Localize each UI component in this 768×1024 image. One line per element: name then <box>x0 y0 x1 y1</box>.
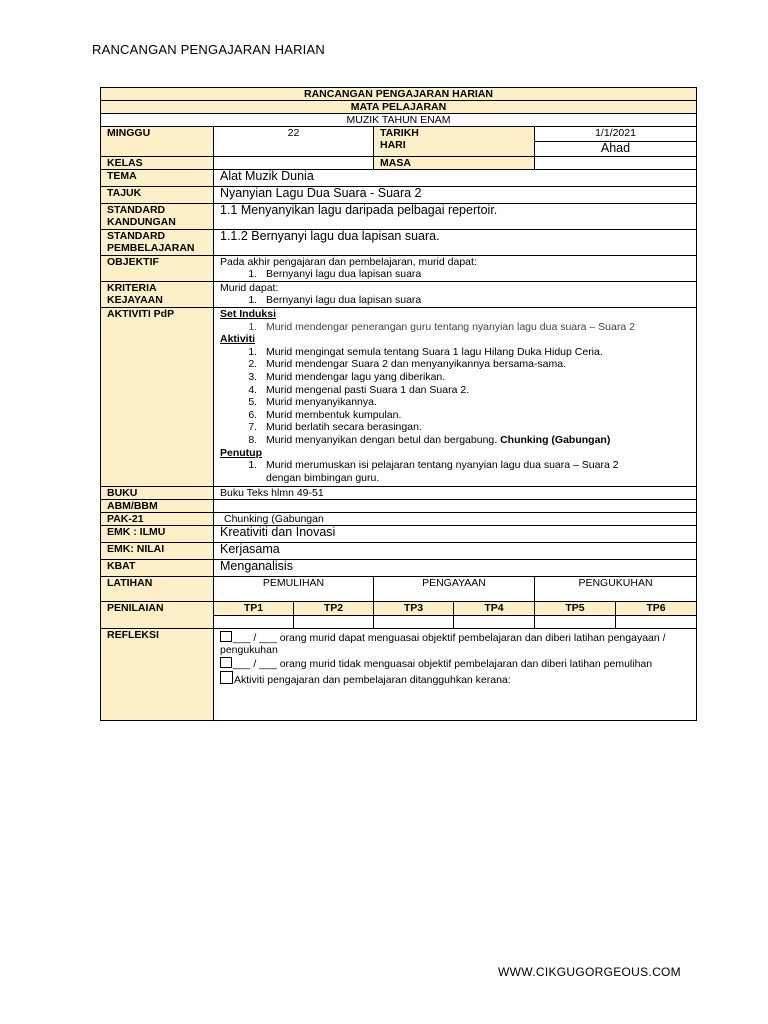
sp-label-line1: STANDARD <box>107 230 166 242</box>
kriteria-kejayaan-value <box>214 282 697 308</box>
objektif-item: 1. Bernyanyi lagu dua lapisan suara <box>260 268 690 280</box>
buku-label: BUKU <box>101 487 214 500</box>
kbat-value: Menganalisis <box>214 560 697 577</box>
tp2-cell <box>294 616 374 629</box>
refleksi-3-text: Aktiviti pengajaran dan pembelajaran ditangguhkan kerana: <box>234 674 511 686</box>
buku-value: Buku Teks hlmn 49-51 <box>214 487 697 500</box>
hari-value: Ahad <box>535 142 697 157</box>
tema-value: Alat Muzik Dunia <box>214 170 697 187</box>
emk-nilai-label: EMK: NILAI <box>101 543 214 560</box>
aktiviti-item: 1. Murid mengingat semula tentang Suara 1 lagu Hilang Duka Hidup Ceria. <box>260 346 690 359</box>
tema-label: TEMA <box>101 170 214 187</box>
refleksi-2-text: ___ / ___ orang murid tidak menguasai objektif pembelajaran dan diberi latihan pemulihan <box>233 658 653 670</box>
tarikh-value: 1/1/2021 <box>535 127 697 142</box>
latihan-pemulihan: PEMULIHAN <box>214 577 374 602</box>
tp4-cell <box>454 616 535 629</box>
aktiviti-label: AKTIVITI PdP <box>101 308 214 487</box>
tp5-header: TP5 <box>535 602 616 616</box>
refleksi-line-1 <box>220 631 690 656</box>
tarikh-label: TARIKH <box>380 127 419 139</box>
set-induksi-heading: Set Induksi <box>220 308 277 320</box>
refleksi-label: REFLEKSI <box>101 629 214 721</box>
latihan-label: LATIHAN <box>101 577 214 602</box>
lesson-plan-table <box>100 87 697 721</box>
objektif-intro: Pada akhir pengajaran dan pembelajaran, murid dapat: <box>220 256 477 268</box>
kelas-label: KELAS <box>101 157 214 170</box>
page-footer: WWW.CIKGUGORGEOUS.COM <box>498 965 681 979</box>
aktiviti-item: 2. Murid mendengar Suara 2 dan menyanyikannya bersama-sama. <box>260 358 690 371</box>
refleksi-line-3 <box>220 671 690 686</box>
aktiviti-heading: Aktiviti <box>220 333 256 346</box>
tp6-header: TP6 <box>616 602 697 616</box>
minggu-value: 22 <box>214 127 374 157</box>
minggu-label: MINGGU <box>101 127 214 157</box>
kk-label-line1: KRITERIA <box>107 282 157 294</box>
kk-intro: Murid dapat: <box>220 282 279 294</box>
masa-value <box>535 157 697 170</box>
standard-pembelajaran-value: 1.1.2 Bernyanyi lagu dua lapisan suara. <box>214 230 697 256</box>
aktiviti-item: 5. Murid menyanyikannya. <box>260 396 690 409</box>
aktiviti-item: 3. Murid mendengar lagu yang diberikan. <box>260 371 690 384</box>
sk-label-line1: STANDARD <box>107 204 166 216</box>
standard-kandungan-label <box>101 204 214 230</box>
table-title: RANCANGAN PENGAJARAN HARIAN <box>101 88 697 101</box>
aktiviti-item: 4. Murid mengenal pasti Suara 1 dan Suara 2. <box>260 384 690 397</box>
aktiviti-item: 7. Murid berlatih secara berasingan. <box>260 421 690 434</box>
emk-ilmu-label: EMK : ILMU <box>101 526 214 543</box>
tp5-cell <box>535 616 616 629</box>
latihan-pengukuhan: PENGUKUHAN <box>535 577 697 602</box>
refleksi-line-2 <box>220 657 690 670</box>
penutup-item: 1. Murid merumuskan isi pelajaran tentang nyanyian lagu dua suara – Suara 2 dengan bimbingan guru. <box>260 459 690 484</box>
tp1-header: TP1 <box>214 602 294 616</box>
standard-kandungan-value: 1.1 Menyanyikan lagu daripada pelbagai repertoir. <box>214 204 697 230</box>
aktiviti-item: 6. Murid membentuk kumpulan. <box>260 409 690 422</box>
tp3-header: TP3 <box>374 602 454 616</box>
sp-label-line2: PEMBELAJARAN <box>107 242 195 254</box>
tajuk-label: TAJUK <box>101 187 214 204</box>
checkbox-icon[interactable] <box>220 671 233 684</box>
tp3-cell <box>374 616 454 629</box>
tp1-cell <box>214 616 294 629</box>
tp4-header: TP4 <box>454 602 535 616</box>
latihan-pengayaan: PENGAYAAN <box>374 577 535 602</box>
pak21-value: Chunking (Gabungan <box>214 513 697 526</box>
emk-ilmu-value: Kreativiti dan Inovasi <box>214 526 697 543</box>
kbat-label: KBAT <box>101 560 214 577</box>
refleksi-value <box>214 629 697 721</box>
kk-item: 1. Bernyanyi lagu dua lapisan suara <box>260 294 690 306</box>
standard-pembelajaran-label <box>101 230 214 256</box>
subject-label: MATA PELAJARAN <box>101 101 697 114</box>
tp2-header: TP2 <box>294 602 374 616</box>
objektif-value <box>214 256 697 282</box>
tajuk-value: Nyanyian Lagu Dua Suara - Suara 2 <box>214 187 697 204</box>
tarikh-hari-label <box>374 127 535 157</box>
aktiviti-value <box>214 308 697 487</box>
checkbox-icon[interactable] <box>220 657 232 668</box>
pak21-label: PAK-21 <box>101 513 214 526</box>
set-induksi-item: 1. Murid mendengar penerangan guru tentang nyanyian lagu dua suara – Suara 2 <box>260 321 690 334</box>
objektif-label: OBJEKTIF <box>101 256 214 282</box>
refleksi-1-text: ___ / ___ orang murid dapat menguasai objektif pembelajaran dan diberi latihan pengayaan / pengukuhan <box>220 632 666 656</box>
checkbox-icon[interactable] <box>220 631 232 642</box>
abm-value <box>214 500 697 513</box>
page-header: RANCANGAN PENGAJARAN HARIAN <box>92 42 325 57</box>
emk-nilai-value: Kerjasama <box>214 543 697 560</box>
hari-label: HARI <box>380 139 406 151</box>
aktiviti-item-8-text: Murid menyanyikan dengan betul dan bergabung. <box>266 433 498 446</box>
penilaian-label: PENILAIAN <box>101 602 214 629</box>
chunking-label: Chunking (Gabungan) <box>500 433 611 446</box>
kk-label-line2: KEJAYAAN <box>107 294 163 306</box>
kelas-value <box>214 157 374 170</box>
penutup-heading: Penutup <box>220 446 262 459</box>
subject-value: MUZIK TAHUN ENAM <box>101 114 697 127</box>
abm-label: ABM/BBM <box>101 500 214 513</box>
kriteria-kejayaan-label <box>101 282 214 308</box>
sk-label-line2: KANDUNGAN <box>107 216 176 228</box>
tp6-cell <box>616 616 697 629</box>
aktiviti-item <box>260 434 690 447</box>
masa-label: MASA <box>374 157 535 170</box>
